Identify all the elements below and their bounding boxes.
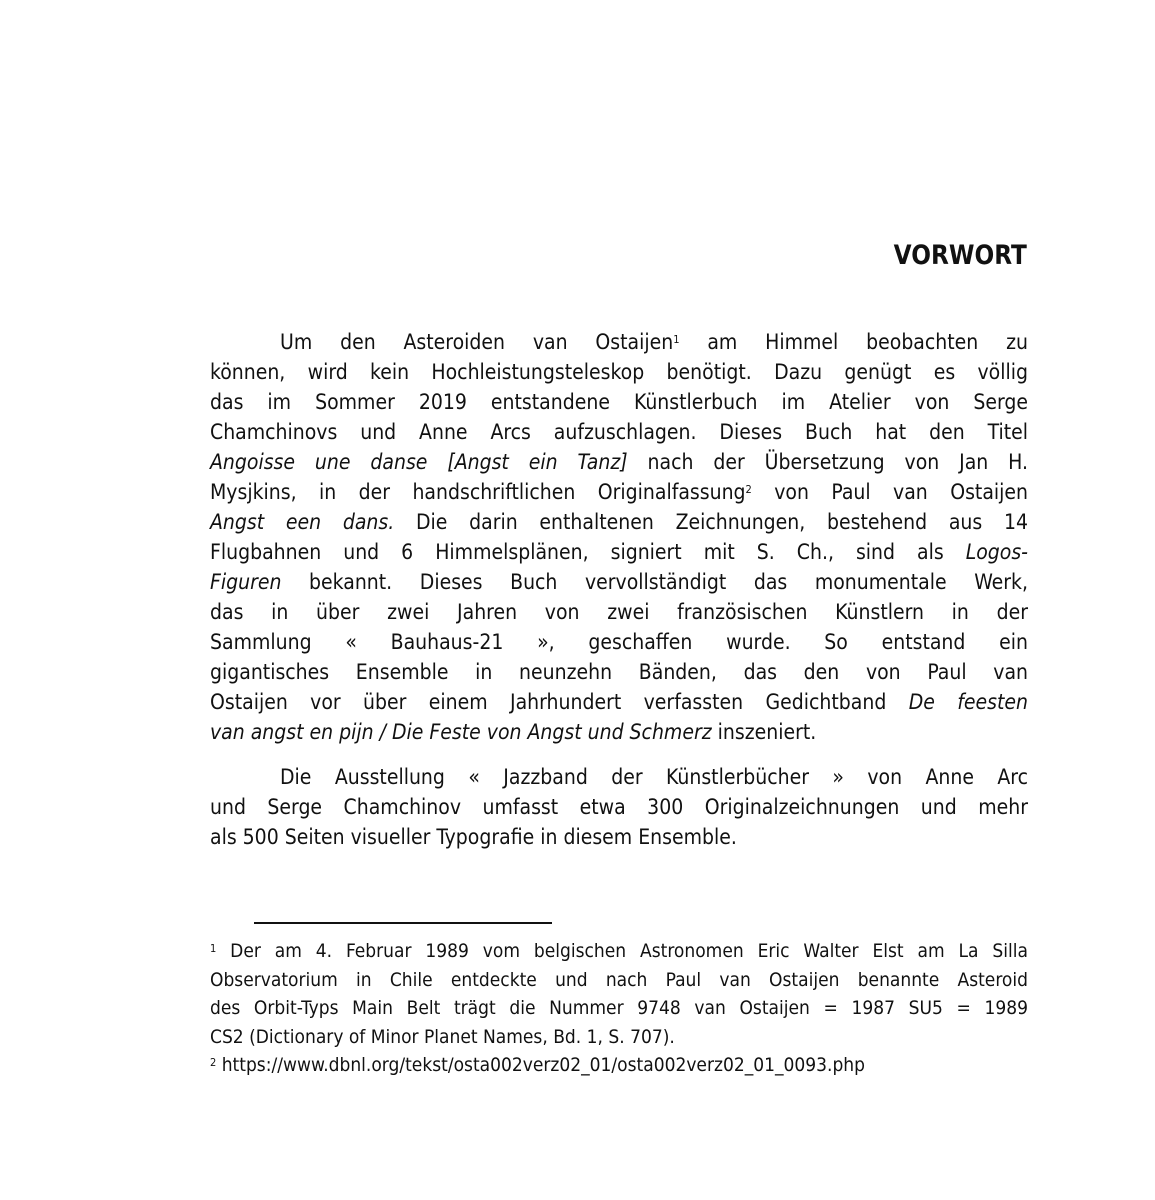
text-line: können, wird kein Hochleistungsteleskop benötigt. Dazu genügt es völlig — [210, 360, 1028, 384]
paragraph-2 — [210, 762, 1028, 852]
footnote-1: $^1$ Der am 4. Februar 1989 vom belgischen Astronomen Eric Walter Elst am La Silla — [210, 940, 1028, 962]
text-line: Ostaijen vor über einem Jahrhundert verfassten Gedichtband De feesten — [210, 690, 1028, 714]
paragraph-1 — [210, 327, 1028, 747]
text-line: als 500 Seiten visueller Typografie in diesem Ensemble. — [210, 825, 737, 849]
page-title: VORWORT — [893, 240, 1027, 271]
text-line: Angoisse une danse [Angst ein Tanz] nach der Übersetzung von Jan H. — [210, 450, 1028, 474]
footnote-marker-1: 1 — [210, 942, 217, 955]
footnote-marker-2: 2 — [210, 1056, 217, 1069]
footnote-line: des Orbit-Typs Main Belt trägt die Nummer 9748 van Ostaijen = 1987 SU5 = 1989 — [210, 997, 1028, 1019]
text-line: Sammlung « Bauhaus-21 », geschaffen wurde. So entstand ein — [210, 630, 1028, 654]
text-line: Figuren bekannt. Dieses Buch vervollständigt das monumentale Werk, — [210, 570, 1028, 594]
italic-title: Angoisse une danse [Angst ein Tanz] — [210, 450, 628, 474]
footnote-ref-1[interactable]: 1 — [673, 333, 680, 346]
text-line: van angst en pijn / Die Feste von Angst und Schmerz inszeniert. — [210, 720, 817, 744]
italic-title: Angst een dans. — [210, 510, 395, 534]
italic-term: Figuren — [210, 570, 282, 594]
text-line: das im Sommer 2019 entstandene Künstlerbuch im Atelier von Serge — [210, 390, 1028, 414]
footnote-2 — [210, 1051, 1028, 1080]
text-line: gigantisches Ensemble in neunzehn Bänden, das den von Paul van — [210, 660, 1028, 684]
footnotes — [210, 937, 1028, 1080]
text-line: Die Ausstellung « Jazzband der Künstlerbücher » von Anne Arc — [280, 765, 1028, 789]
footnote-ref-2[interactable]: 2 — [745, 483, 752, 496]
text-line: Um den Asteroiden van Ostaijen$^1$ am Himmel beobachten zu — [280, 330, 1028, 354]
footnote-line: CS2 (Dictionary of Minor Planet Names, Bd. 1, S. 707). — [210, 1025, 675, 1048]
italic-title: De feesten — [908, 690, 1028, 714]
footnote-divider — [254, 922, 552, 924]
italic-term: Logos- — [965, 540, 1028, 564]
italic-title: van angst en pijn / Die Feste von Angst und Schmerz — [210, 720, 712, 744]
text-line: Mysjkins, in der handschriftlichen Originalfassung$^2$ von Paul van Ostaijen — [210, 480, 1028, 504]
footnote-link[interactable]: https://www.dbnl.org/tekst/osta002verz02_01/osta002verz02_01_0093.php — [216, 1054, 865, 1076]
text-line: Chamchinovs und Anne Arcs aufzuschlagen. Dieses Buch hat den Titel — [210, 420, 1028, 444]
text-line: Flugbahnen und 6 Himmelsplänen, signiert mit S. Ch., sind als Logos- — [210, 540, 1028, 564]
footnote-line: Observatorium in Chile entdeckte und nach Paul van Ostaijen benannte Asteroid — [210, 968, 1028, 991]
text-line: Angst een dans. Die darin enthaltenen Zeichnungen, bestehend aus 14 — [210, 510, 1028, 534]
text-line: und Serge Chamchinov umfasst etwa 300 Originalzeichnungen und mehr — [210, 795, 1028, 819]
text-line: das in über zwei Jahren von zwei französischen Künstlern in der — [210, 600, 1028, 624]
